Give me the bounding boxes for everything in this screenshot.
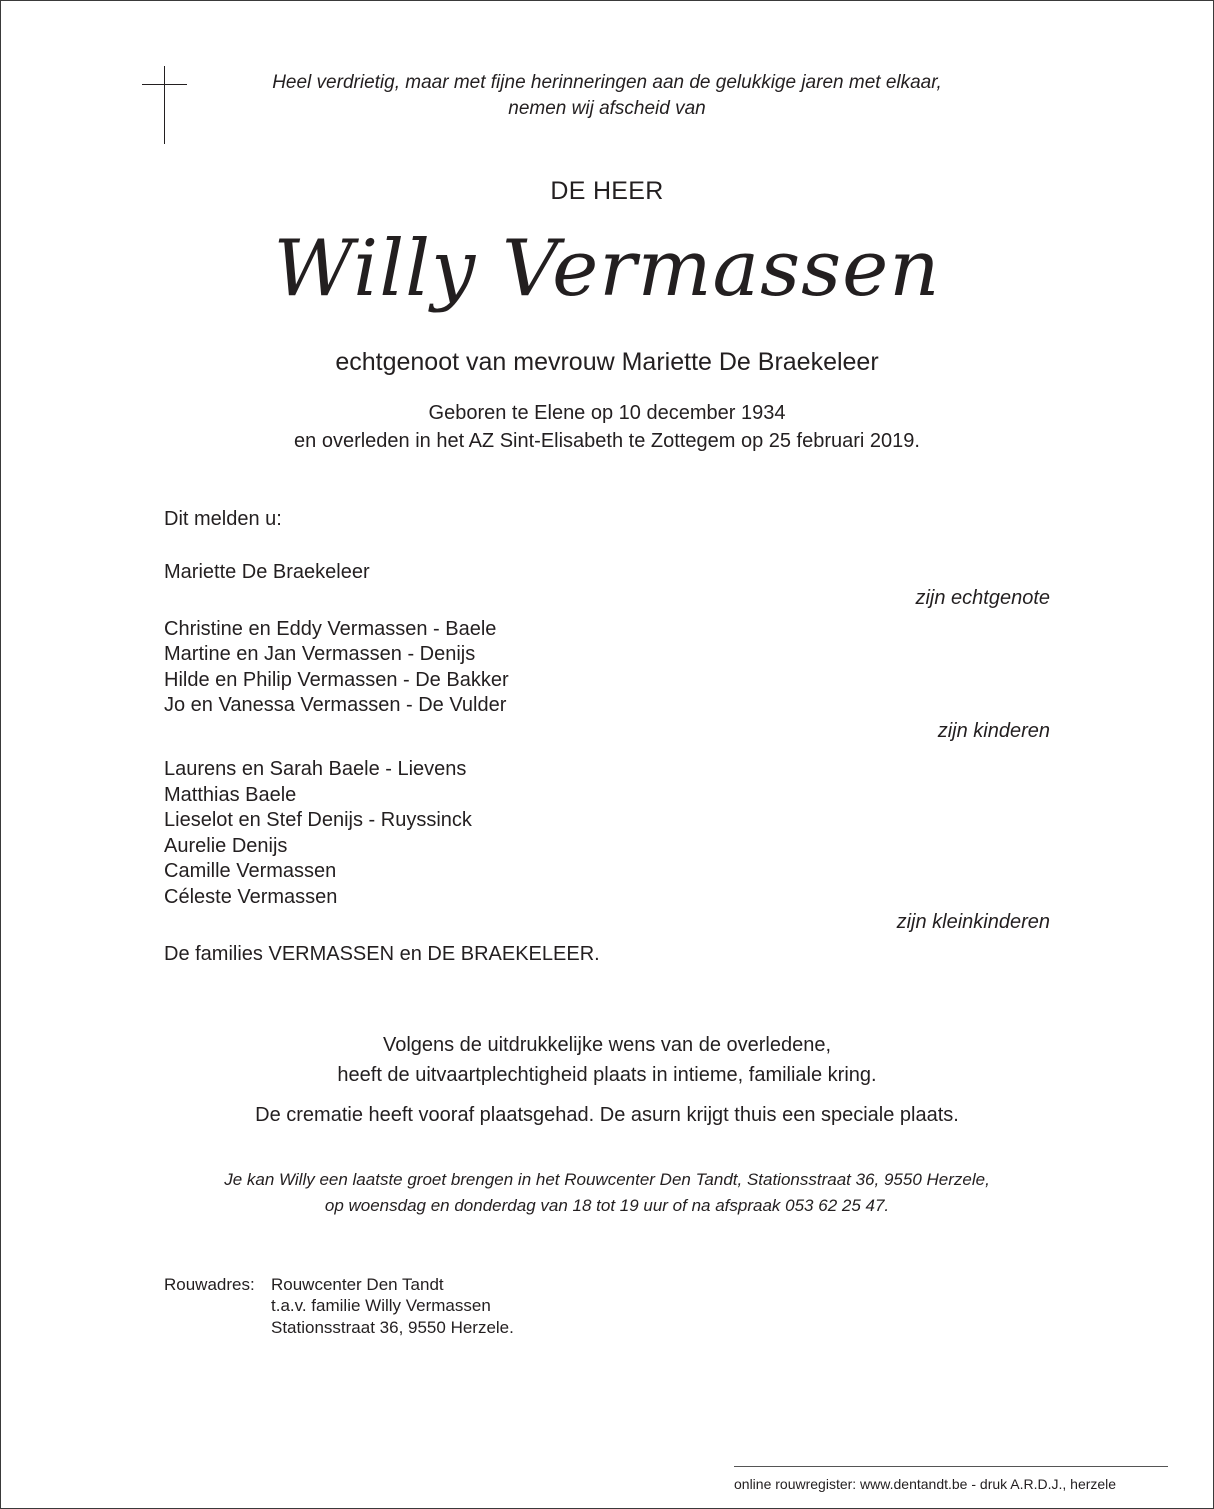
address-line: Stationsstraat 36, 9550 Herzele. (271, 1318, 514, 1337)
family-member: Lieselot en Stef Denijs - Ruyssinck (164, 809, 472, 831)
birth-line: Geboren te Elene op 10 december 1934 (428, 402, 786, 424)
family-member: Christine en Eddy Vermassen - Baele (164, 618, 497, 640)
visitation-info (0, 1167, 1214, 1219)
announce-line: Dit melden u: (164, 508, 282, 530)
spouse-line: echtgenoot van mevrouw Mariette De Braekeleer (335, 348, 879, 376)
visit-line: Je kan Willy een laatste groet brengen in het Rouwcenter Den Tandt, Stationsstraat 36, 9550 Herzele, (224, 1170, 990, 1189)
deceased-name: Willy Vermassen (273, 224, 941, 314)
cremation-note: De crematie heeft vooraf plaatsgehad. De asurn krijgt thuis een speciale plaats. (255, 1104, 959, 1126)
honorific-title: DE HEER (550, 177, 664, 205)
intro-line: Heel verdrietig, maar met fijne herinneringen aan de gelukkige jaren met elkaar, (272, 72, 942, 93)
address-line: Rouwcenter Den Tandt (271, 1275, 444, 1294)
relation-label: zijn echtgenote (915, 587, 1050, 609)
families-line: De families VERMASSEN en DE BRAEKELEER. (164, 943, 600, 965)
wish-line: heeft de uitvaartplechtigheid plaats in intieme, familiale kring. (337, 1064, 877, 1086)
family-member: Aurelie Denijs (164, 835, 288, 857)
family-member: Jo en Vanessa Vermassen - De Vulder (164, 694, 507, 716)
family-member: Mariette De Braekeleer (164, 561, 370, 583)
family-member: Hilde en Philip Vermassen - De Bakker (164, 669, 509, 691)
intro-text (0, 70, 1214, 122)
visit-line: op woensdag en donderdag van 18 tot 19 uur of na afspraak 053 62 25 47. (324, 1196, 890, 1215)
wish-line: Volgens de uitdrukkelijke wens van de overledene, (382, 1034, 832, 1056)
footer-divider (734, 1466, 1168, 1467)
birth-death-info (0, 399, 1214, 455)
address-line: t.a.v. familie Willy Vermassen (271, 1296, 491, 1315)
relation-label: zijn kleinkinderen (896, 911, 1050, 933)
funeral-wish (0, 1030, 1214, 1090)
family-member: Martine en Jan Vermassen - Denijs (164, 643, 476, 665)
family-member: Camille Vermassen (164, 860, 337, 882)
family-member: Céleste Vermassen (164, 886, 338, 908)
footer-text: online rouwregister: www.dentandt.be - druk A.R.D.J., herzele (734, 1476, 1117, 1492)
address-label: Rouwadres: (164, 1275, 255, 1294)
family-member: Laurens en Sarah Baele - Lievens (164, 758, 467, 780)
relation-label: zijn kinderen (937, 720, 1050, 742)
death-line: en overleden in het AZ Sint-Elisabeth te Zottegem op 25 februari 2019. (294, 430, 920, 452)
intro-line: nemen wij afscheid van (508, 98, 706, 119)
family-member: Matthias Baele (164, 784, 297, 806)
